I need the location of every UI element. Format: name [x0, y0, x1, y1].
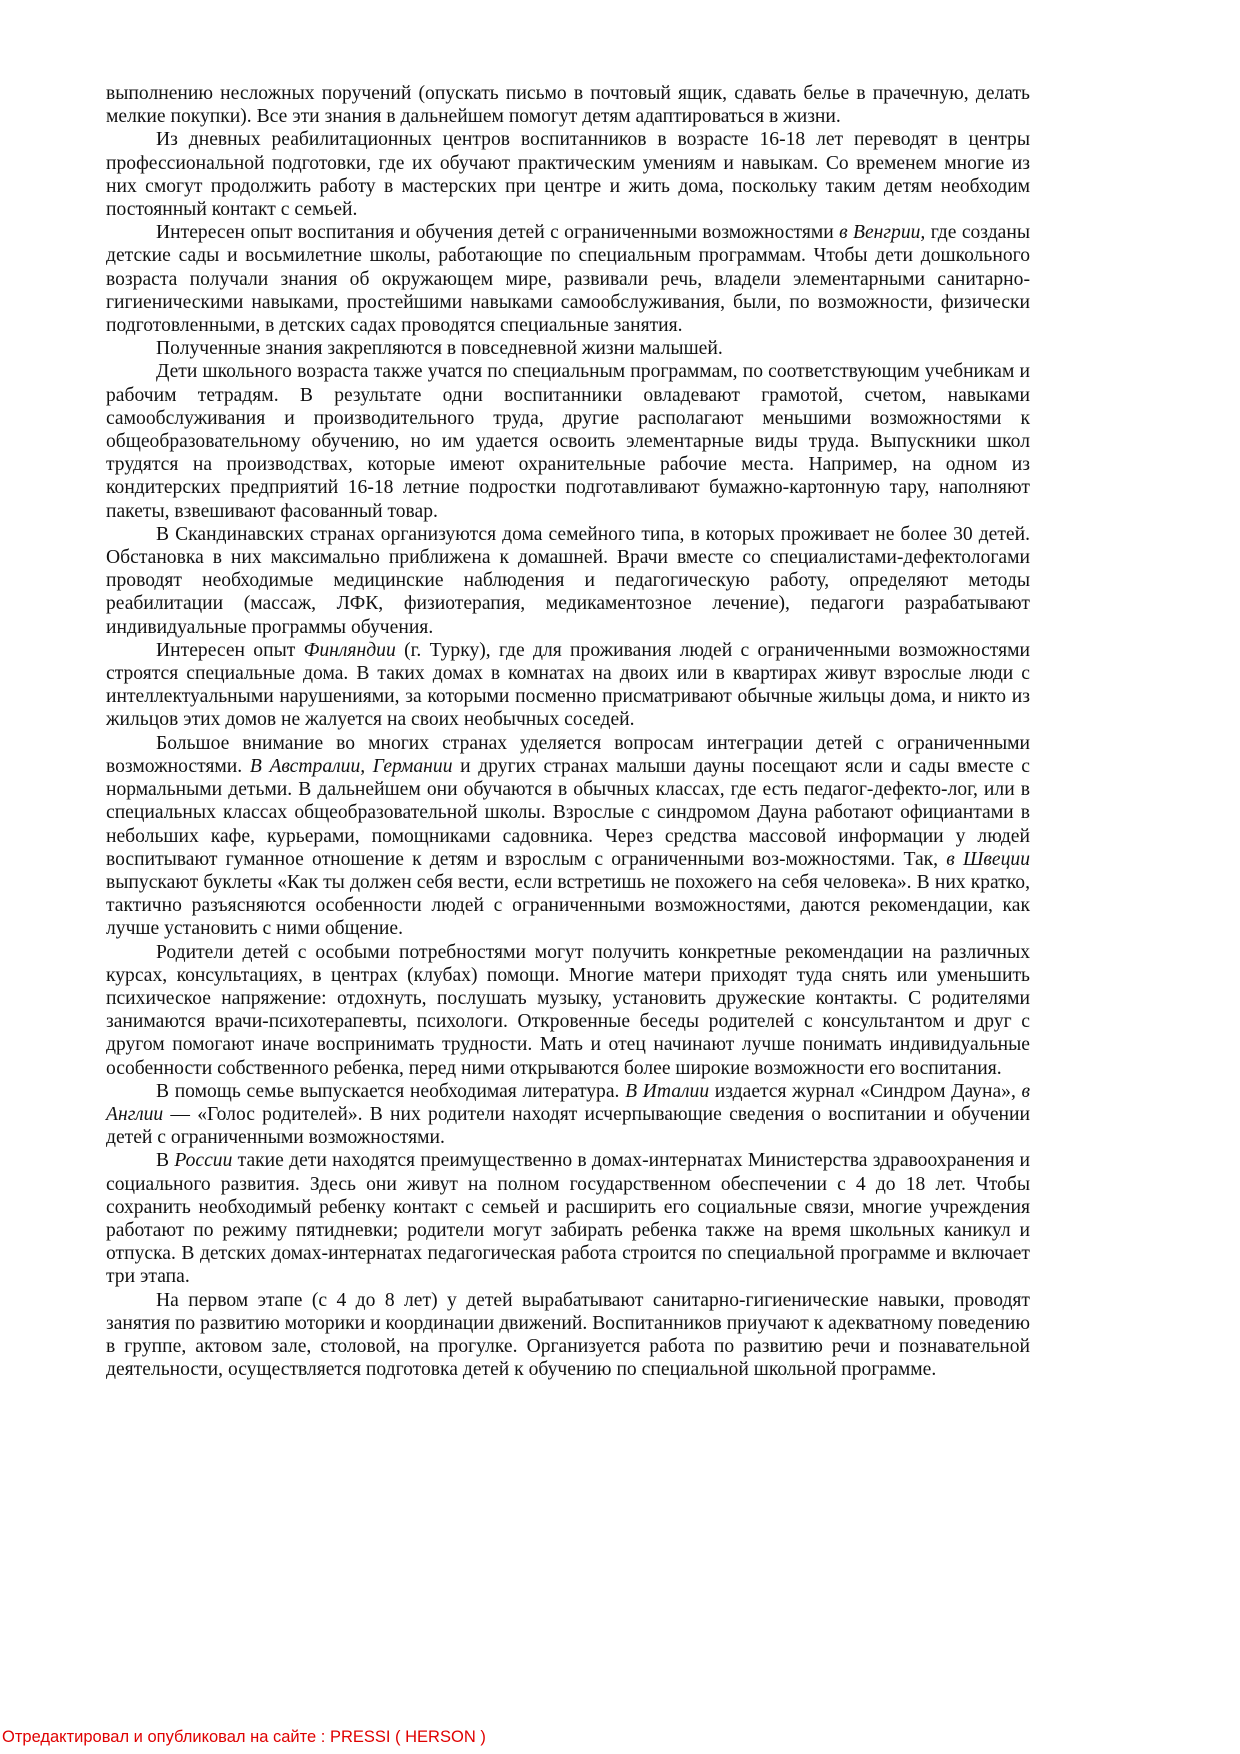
- paragraph: [106, 1149, 1030, 1288]
- italic-place-name: России: [174, 1150, 233, 1172]
- italic-place-name: В Италии: [625, 1080, 710, 1102]
- text-run: В: [156, 1150, 175, 1172]
- publisher-footer: Отредактировал и опубликовал на сайте : PRESSI ( HERSON ): [2, 1728, 486, 1746]
- text-run: Полученные знания закрепляются в повседневной жизни малышей.: [156, 338, 723, 360]
- paragraph: [106, 128, 1030, 221]
- italic-place-name: в Швеции: [946, 848, 1030, 870]
- text-run: Интересен опыт воспитания и обучения детей с ограниченными возможностями: [156, 222, 840, 244]
- text-run: такие дети находятся преимущественно в домах-интернатах Министерства здравоохранения и социального развития. Здесь они живут на полном государственном обеспечении с 4 до 18 лет. Чтобы сохранить необходимый ребенку контакт с семьей и расширить его социальные связи, многие учреждения работают по режиму пятидневки; родители могут забирать ребенка также на время школьных каникул и отпуска. В детских домах-интернатах педагогическая работа строится по специальной программе и включает три этапа.: [106, 1150, 1030, 1288]
- paragraph: [106, 360, 1030, 522]
- text-run: (г. Турку), где для проживания людей с ограниченными возможностями строятся специальные дома. В таких домах в комнатах на двоих или в квартирах живут взрослые люди с интеллектуальными нарушениями, за которыми посменно присматривают обычные жильцы дома, и никто из жильцов этих домов не жалуется на своих необычных соседей.: [106, 639, 1030, 731]
- text-run: и других странах малыши дауны посещают ясли и сады вместе с нормальными детьми. В дальнейшем они обучаются в обычных классах, где есть педагог-дефекто-лог, или в специальных классах общеобразовательной школы. Взрослые с синдромом Дауна работают официантами в небольших кафе, курьерами, помощниками садовника. Через средства массовой информации у людей воспитывают гуманное отношение к детям и взрослым с ограниченными воз-можностями. Так,: [106, 755, 1030, 870]
- paragraph: [106, 523, 1030, 639]
- text-run: В Скандинавских странах организуются дома семейного типа, в которых проживает не более 30 детей. Обстановка в них максимально приближена к домашней. Врачи вместе со специалистами-дефектологами проводят необходимые медицинские наблюдения и педагогическую работу, определяют методы реабилитации (массаж, ЛФК, физиотерапия, медикаментозное лечение), педагоги разрабатывают индивидуальные программы обучения.: [106, 523, 1030, 638]
- text-run: Из дневных реабилитационных центров воспитанников в возрасте 16-18 лет переводят в центры профессиональной подготовки, где их обучают практическим умениям и навыкам. Со временем многие из них смогут продолжить работу в мастерских при центре и жить дома, поскольку таким детям необходим постоянный контакт с семьей.: [106, 129, 1030, 221]
- text-run: Большое внимание во многих странах уделяется вопросам интеграции детей с ограниченными возможностями.: [106, 732, 1030, 777]
- text-run: В помощь семье выпускается необходимая литература.: [156, 1080, 626, 1102]
- text-run: На первом этапе (с 4 до 8 лет) у детей вырабатывают санитарно-гигиенические навыки, проводят занятия по развитию моторики и координации движений. Воспитанников приучают к адекватному поведению в группе, актовом зале, столовой, на прогулке. Организуется работа по развитию речи и познавательной деятельности, осуществляется подготовка детей к обучению по специальной школьной программе.: [106, 1289, 1030, 1381]
- text-run: Дети школьного возраста также учатся по специальным программам, по соответствующим учебникам и рабочим тетрадям. В результате одни воспитанники овладевают грамотой, счетом, навыками самообслуживания и производительного труда, другие располагают меньшими возможностями к общеобразовательному обучению, но им удается освоить элементарные виды труда. Выпускники школ трудятся на производствах, которые имеют охранительные рабочие места. Например, на одном из кондитерских предприятий 16-18 летние подростки подготавливают бумажно-картонную тару, наполняют пакеты, взвешивают фасованный товар.: [106, 361, 1030, 522]
- paragraph: [106, 639, 1030, 732]
- text-run: где созданы детские сады и восьмилетние школы, работающие по специальным программам. Чтобы дети дошкольного возраста получали знания об окружающем мире, развивали речь, владели элементарными санитарно-гигиеническими навыками, простейшими навыками самообслуживания, были, по возможности, физически подготовленными, в детских садах проводятся специальные занятия.: [106, 222, 1031, 337]
- text-run: Родители детей с особыми потребностями могут получить конкретные рекомендации на различных курсах, консультациях, в центрах (клубах) помощи. Многие матери приходят туда снять или уменьшить психическое напряжение: отдохнуть, послушать музыку, установить дружеские контакты. С родителями занимаются врачи-психотерапевты, психологи. Откровенные беседы родителей с консультантом и друг с другом помогают иначе воспринимать трудности. Мать и отец начинают лучше понимать индивидуальные особенности собственного ребенка, перед ними открываются более широкие возможности его воспитания.: [106, 941, 1030, 1079]
- text-run: Интересен опыт: [156, 639, 304, 661]
- paragraph: [106, 1080, 1030, 1150]
- text-run: выполнению несложных поручений (опускать письмо в почтовый ящик, сдавать белье в прачечную, делать мелкие покупки). Все эти знания в дальнейшем помогут детям адаптироваться в жизни.: [106, 83, 1030, 128]
- paragraph: [106, 221, 1030, 337]
- italic-place-name: В Австралии, Германии: [249, 755, 453, 777]
- paragraph: [106, 82, 1030, 128]
- paragraph: [106, 941, 1030, 1080]
- text-run: выпускают буклеты «Как ты должен себя вести, если встретишь не похожего на себя человека». В них кратко, тактично разъясняются особенности людей с ограниченными возможностями, даются рекомендации, как лучше установить с ними общение.: [106, 871, 1030, 940]
- paragraph: [106, 1289, 1030, 1382]
- italic-place-name: Финляндии: [303, 639, 396, 661]
- document-body: [106, 82, 1030, 1381]
- italic-place-name: в Венгрии,: [839, 222, 926, 244]
- italic-place-name: в Англии: [106, 1080, 1030, 1125]
- paragraph: [106, 732, 1030, 941]
- paragraph: [106, 337, 1030, 360]
- text-run: издается журнал «Синдром Дауна»,: [709, 1080, 1022, 1102]
- text-run: — «Голос родителей». В них родители находят исчерпывающие сведения о воспитании и обучении детей с ограниченными возможностями.: [106, 1103, 1030, 1149]
